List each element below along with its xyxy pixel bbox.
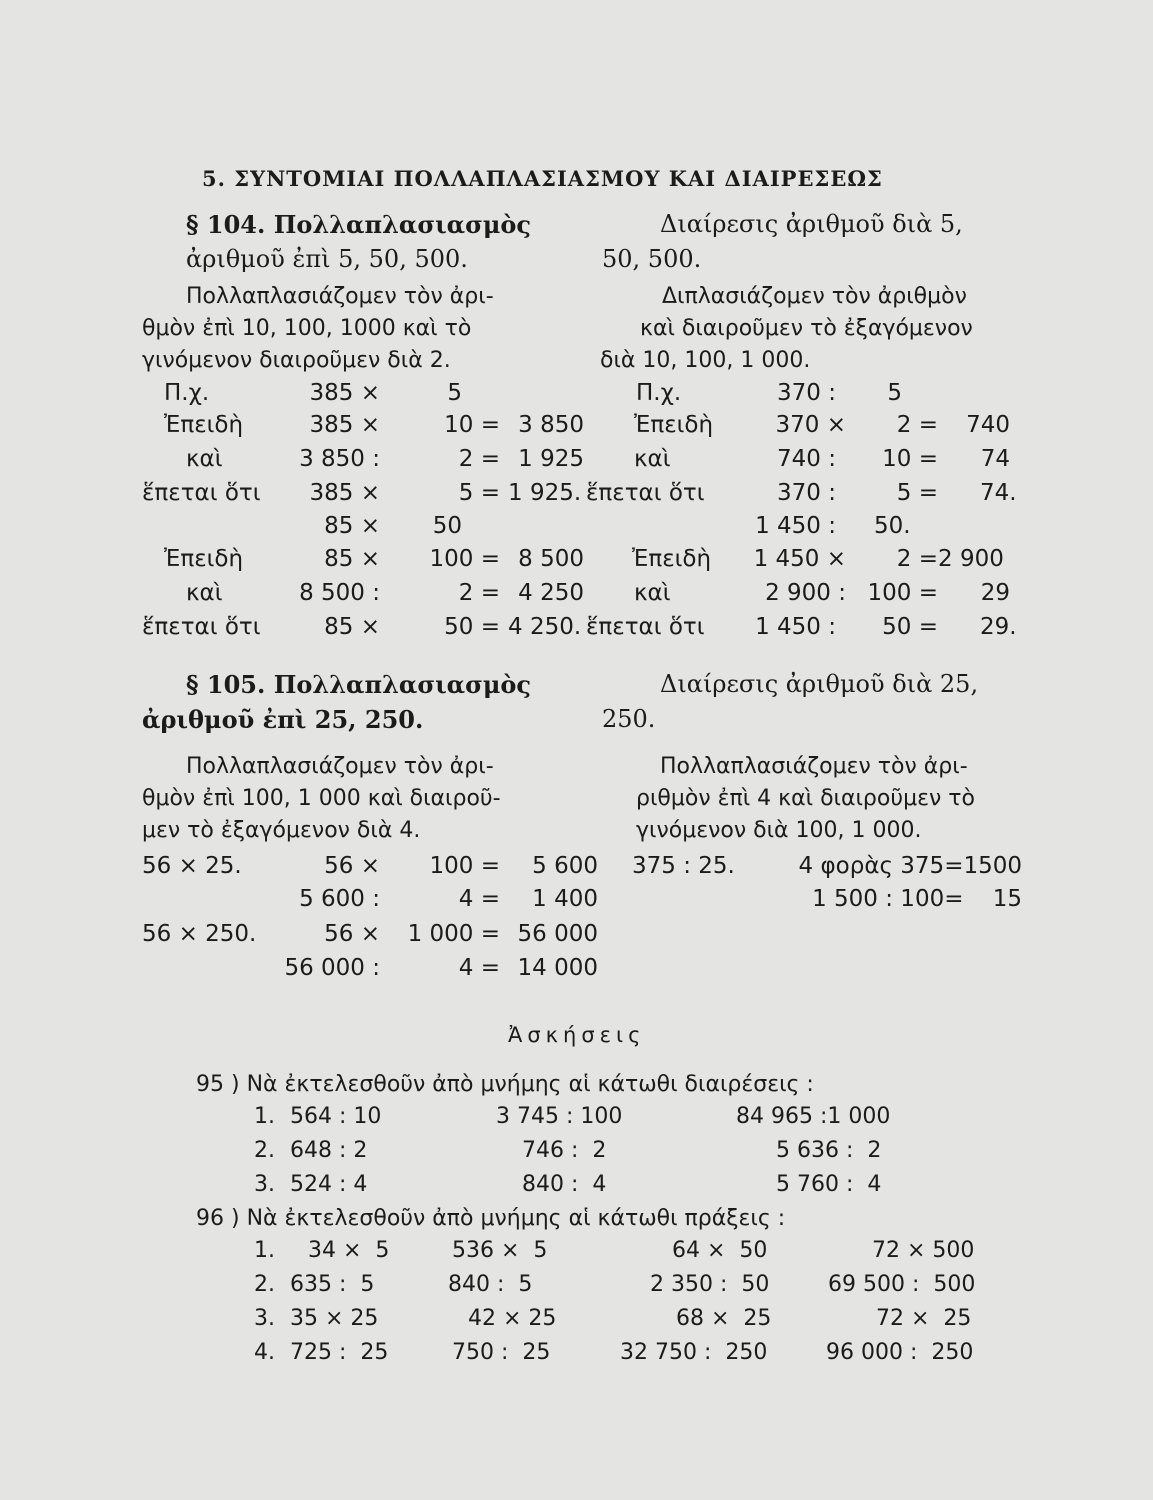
calc-label: ἕπεται ὅτι [586,614,705,640]
calc-factor: 2 = [896,412,938,438]
calc-factor: 50 = [882,614,938,640]
calc-factor: 5 [887,380,902,406]
s105-right-text-3: γινόμενον διὰ 100, 1 000. [636,818,922,843]
exercise-item: 32 750 : 250 [620,1340,768,1365]
exercise-item: 34 × 5 [308,1238,390,1263]
calc-label: Ἐπειδὴ [634,412,714,438]
calc-factor: 4 = [458,955,500,981]
exercise-num: 1. [254,1104,275,1129]
exercise-item: 5 636 : 2 [776,1138,882,1163]
exercise-item: 635 : 5 [290,1272,375,1297]
calc-result: 74 [980,446,1010,472]
s105-right-text-2: ριθμὸν ἐπὶ 4 καὶ διαιροῦμεν τὸ [636,786,975,811]
exercise-item: 64 × 50 [672,1238,768,1263]
calc-factor: 2 = [458,580,500,606]
calc-operand: 370 × [775,412,846,438]
calc-factor: 5 = [458,480,500,506]
calc-operand: 370 : [777,380,836,406]
exercise-num: 2. [254,1138,275,1163]
s105-left-heading-1: § 105. Πολλαπλασιασμὸς [186,670,532,699]
exercise-item: 750 : 25 [452,1340,551,1365]
calc-label: Π.χ. [636,380,682,406]
exercise-item: 69 500 : 500 [828,1272,976,1297]
calc-factor: 50 [432,513,462,539]
calc-result: 5 600 [532,853,598,879]
calc-factor: 50 = [444,614,500,640]
exercise-num: 3. [254,1306,275,1331]
calc-operand: 385 × [309,480,380,506]
chapter-title: 5. ΣΥΝΤΟΜΙΑΙ ΠΟΛΛΑΠΛΑΣΙΑΣΜΟΥ ΚΑΙ ΔΙΑΙΡΕΣΕΩΣ [202,166,883,191]
exercises-title: Ἀσκήσεις [508,1023,646,1047]
exercise-item: 96 000 : 250 [826,1340,974,1365]
s104-left-text-1: Πολλαπλασιάζομεν τὸν ἀρι- [186,284,494,309]
s105-right-heading-1: Διαίρεσις ἀριθμοῦ διὰ 25, [660,670,979,698]
calc-factor: 5 = [896,480,938,506]
calc-result: 14 000 [517,955,598,981]
calc-result: 4 250. [508,614,582,640]
exercise-item: 2 350 : 50 [650,1272,770,1297]
exercise-item: 42 × 25 [468,1306,557,1331]
calc-operand: 85 × [324,513,380,539]
calc-operand: 3 850 : [299,446,380,472]
calc-operand: 1 450 : [755,614,836,640]
calc-factor: 10 = [444,412,500,438]
s105-left-text-1: Πολλαπλασιάζομεν τὸν ἀρι- [186,754,494,779]
calc-operand: 740 : [777,446,836,472]
exercise-item: 840 : 4 [522,1172,607,1197]
s104-right-heading-1: Διαίρεσις ἀριθμοῦ διὰ 5, [660,210,963,238]
exercise-item: 3 745 : 100 [496,1104,623,1129]
calc-result: 8 500 [518,546,584,572]
calc-result: 1 925. [508,480,582,506]
calc-label: ἕπεται ὅτι [142,480,261,506]
calc-factor: 100 = [429,546,500,572]
exercise-num: 3. [254,1172,275,1197]
calc-result: 56 000 [517,921,598,947]
calc-factor: 2 = [458,446,500,472]
calc-result: 1 925 [518,446,584,472]
exercise-96-prompt: 96 ) Νὰ ἐκτελεσθοῦν ἀπὸ μνήμης αἱ κάτωθι πράξεις : [196,1206,786,1231]
calc-label: καὶ [186,580,223,606]
exercise-num: 4. [254,1340,275,1365]
calc-result: 29. [980,614,1017,640]
calc-operand: 8 500 : [299,580,380,606]
calc-operand: 85 × [324,614,380,640]
exercise-item: 68 × 25 [676,1306,772,1331]
calc-label: Π.χ. [164,380,210,406]
exercise-item: 840 : 5 [448,1272,533,1297]
exercise-95-prompt: 95 ) Νὰ ἐκτελεσθοῦν ἀπὸ μνήμης αἱ κάτωθι διαιρέσεις : [196,1072,814,1097]
calc-operand: 2 900 : [765,580,846,606]
s104-right-text-3: διὰ 10, 100, 1 000. [600,348,811,373]
calc-operand: 56 × [324,921,380,947]
calc-factor: 2 = [896,546,938,572]
calc-label: Ἐπειδὴ [632,546,712,572]
exercise-num: 2. [254,1272,275,1297]
calc-result: 3 850 [518,412,584,438]
exercise-item: 72 × 25 [876,1306,972,1331]
calc-operand: 385 × [309,412,380,438]
calc-label: Ἐπειδὴ [164,546,244,572]
calc-operand: 385 × [309,380,380,406]
calc-label: καὶ [634,580,671,606]
exercise-item: 725 : 25 [290,1340,389,1365]
exercise-item: 5 760 : 4 [776,1172,882,1197]
calc-factor: 50. [874,513,911,539]
calc-label: 56 × 25. [142,853,242,879]
calc-label: 56 × 250. [142,921,257,947]
calc-expression: 4 φορὰς 375=1500 [798,853,1022,879]
exercise-item: 536 × 5 [452,1238,548,1263]
calc-result: 740 [966,412,1010,438]
calc-factor: 10 = [882,446,938,472]
exercise-item: 648 : 2 [290,1138,368,1163]
exercise-item: 84 965 :1 000 [736,1104,891,1129]
exercise-item: 72 × 500 [872,1238,975,1263]
calc-label: Ἐπειδὴ [164,412,244,438]
calc-label: 375 : 25. [632,853,735,879]
exercise-item: 524 : 4 [290,1172,368,1197]
exercise-item: 746 : 2 [522,1138,607,1163]
calc-result: 74. [980,480,1017,506]
calc-result: 1 400 [532,886,598,912]
calc-label: καὶ [634,446,671,472]
calc-result: 2 900 [938,546,1004,572]
calc-operand: 56 × [324,853,380,879]
calc-operand: 1 450 : [755,513,836,539]
calc-operand: 85 × [324,546,380,572]
exercise-item: 564 : 10 [290,1104,382,1129]
calc-operand: 370 : [777,480,836,506]
s105-right-text-1: Πολλαπλασιάζομεν τὸν ἀρι- [660,754,968,779]
exercise-num: 1. [254,1238,275,1263]
calc-result: 4 250 [518,580,584,606]
calc-result: 29 [980,580,1010,606]
s105-right-heading-2: 250. [602,705,656,733]
calc-operand: 1 450 × [753,546,846,572]
s104-left-text-3: γινόμενον διαιροῦμεν διὰ 2. [142,348,451,373]
exercise-item: 35 × 25 [290,1306,379,1331]
s105-left-text-2: θμὸν ἐπὶ 100, 1 000 καὶ διαιροῦ- [142,786,501,811]
calc-factor: 5 [447,380,462,406]
s104-right-text-1: Διπλασιάζομεν τὸν ἀριθμὸν [662,284,967,309]
s104-right-heading-2: 50, 500. [602,245,702,273]
calc-factor: 100 = [867,580,938,606]
calc-factor: 1 000 = [407,921,500,947]
s104-left-heading-2: ἀριθμοῦ ἐπὶ 5, 50, 500. [186,245,468,273]
calc-label: καὶ [186,446,223,472]
calc-label: ἕπεται ὅτι [586,480,705,506]
calc-label: ἕπεται ὅτι [142,614,261,640]
calc-operand: 56 000 : [284,955,380,981]
s105-left-heading-2: ἀριθμοῦ ἐπὶ 25, 250. [142,705,424,734]
calc-operand: 5 600 : [299,886,380,912]
calc-factor: 4 = [458,886,500,912]
s105-left-text-3: μεν τὸ ἐξαγόμενον διὰ 4. [142,818,421,843]
s104-right-text-2: καὶ διαιροῦμεν τὸ ἐξαγόμενον [640,316,973,341]
calc-expression: 1 500 : 100= 15 [812,886,1022,912]
calc-factor: 100 = [429,853,500,879]
s104-left-text-2: θμὸν ἐπὶ 10, 100, 1000 καὶ τὸ [142,316,472,341]
s104-left-heading-1: § 104. Πολλαπλασιασμὸς [186,210,532,239]
